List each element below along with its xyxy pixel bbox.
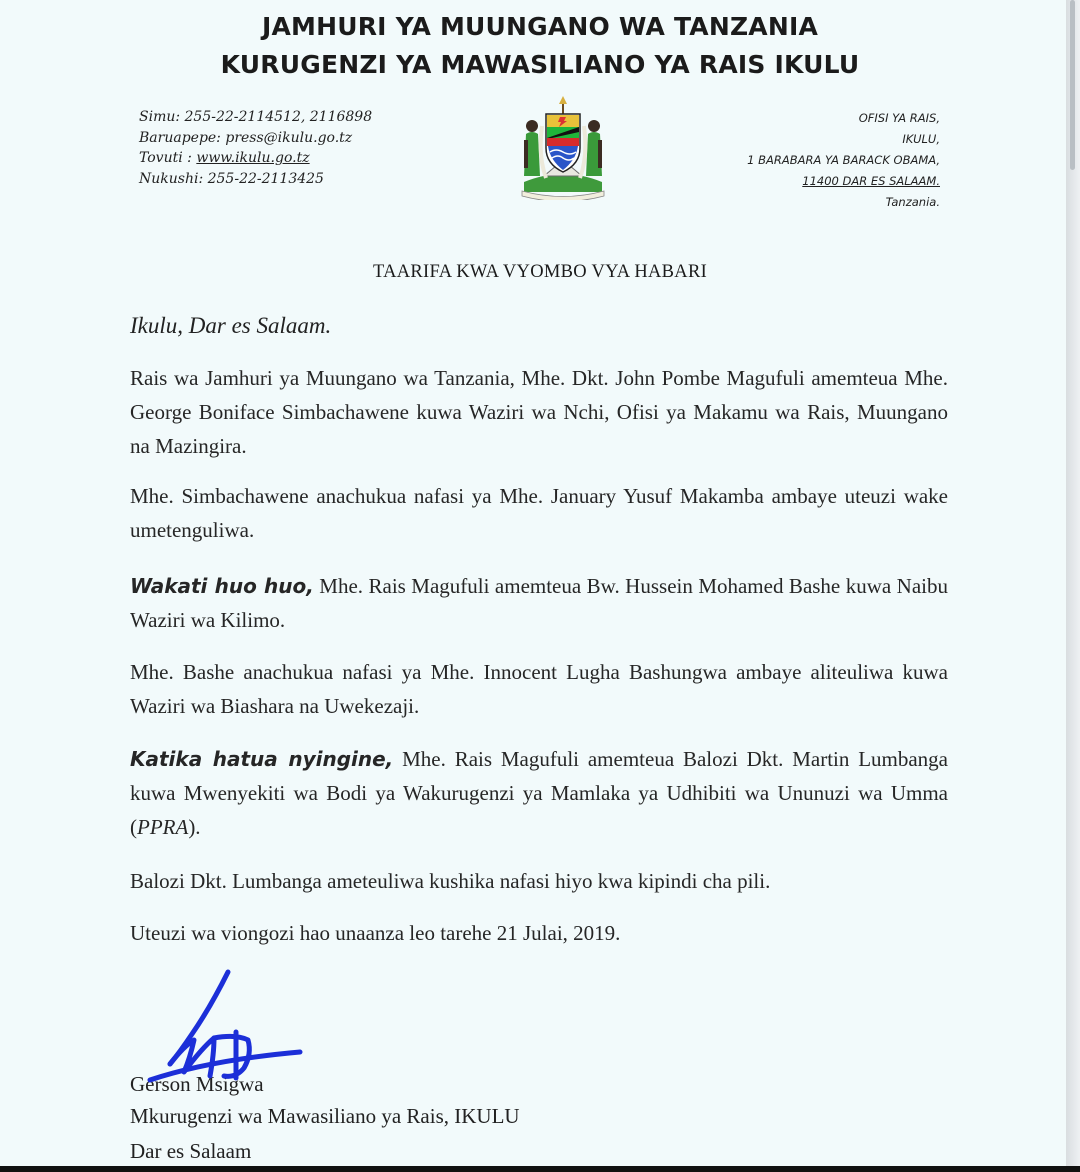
- address-line-4: 11400 DAR ES SALAAM.: [802, 174, 940, 188]
- header-directorate: KURUGENZI YA MAWASILIANO YA RAIS IKULU: [220, 50, 860, 79]
- address-line-2: IKULU,: [902, 132, 940, 146]
- address-line-3: 1 BARABARA YA BARACK OBAMA,: [747, 153, 940, 167]
- contact-phone: Simu: 255-22-2114512, 2116898: [139, 109, 373, 125]
- contact-block: [139, 107, 372, 189]
- contact-website-line: [139, 148, 372, 169]
- scrollbar-thumb[interactable]: [1070, 0, 1075, 170]
- contact-email: Baruapepe: press@ikulu.go.tz: [139, 129, 353, 146]
- tanzania-coat-of-arms-icon: [504, 96, 622, 200]
- paragraph-6: Balozi Dkt. Lumbanga ameteuliwa kushika nafasi hiyo kwa kipindi cha pili.: [130, 869, 771, 893]
- header-republic: JAMHURI YA MUUNGANO WA TANZANIA: [261, 12, 819, 41]
- paragraph-7: Uteuzi wa viongozi hao unaanza leo tarehe 21 Julai, 2019.: [130, 921, 621, 945]
- signatory-place: Dar es Salaam: [130, 1139, 252, 1163]
- paragraph-3-text: Mhe. Rais Magufuli amemteua Bw. Hussein Mohamed Bashe kuwa Naibu Waziri wa Kilimo.: [130, 574, 948, 632]
- document-place: Ikulu, Dar es Salaam.: [130, 313, 332, 338]
- paragraph-5: [130, 742, 948, 844]
- contact-fax: Nukushi: 255-22-2113425: [139, 170, 324, 187]
- paragraph-4: Mhe. Bashe anachukua nafasi ya Mhe. Innocent Lugha Bashungwa ambaye aliteuliwa kuwa Waziri wa Biashara na Uwekezaji.: [130, 660, 948, 718]
- paragraph-5-lead: Katika hatua nyingine,: [130, 747, 394, 771]
- document-title: TAARIFA KWA VYOMBO VYA HABARI: [372, 262, 708, 282]
- handwritten-signature: [140, 968, 310, 1098]
- address-block: [747, 108, 940, 213]
- signatory-name: Gerson Msigwa: [130, 1072, 264, 1096]
- contact-website-link[interactable]: www.ikulu.go.tz: [196, 150, 310, 166]
- address-line-5: Tanzania.: [885, 195, 940, 209]
- signatory-title: Mkurugenzi wa Mawasiliano ya Rais, IKULU: [130, 1104, 520, 1128]
- paragraph-5-end: ).: [188, 815, 201, 839]
- paragraph-5-text: Mhe. Rais Magufuli amemteua Balozi Dkt. Martin Lumbanga kuwa Mwenyekiti wa Bodi ya Wakurugenzi ya Mamlaka ya Udhibiti wa Ununuzi wa Umma (: [130, 747, 949, 839]
- paragraph-3: [130, 569, 948, 637]
- paragraph-1: Rais wa Jamhuri ya Muungano wa Tanzania, Mhe. Dkt. John Pombe Magufuli amemteua Mhe. George Boniface Simbachawene kuwa Waziri wa Nchi, Ofisi ya Makamu wa Rais, Muungano na Mazingira.: [130, 366, 948, 458]
- screen-edge: [1066, 0, 1080, 1172]
- paragraph-5-abbr: PPRA: [137, 815, 189, 839]
- paragraph-2: Mhe. Simbachawene anachukua nafasi ya Mhe. January Yusuf Makamba ambaye uteuzi wake umetenguliwa.: [130, 484, 948, 542]
- contact-website-label: Tovuti :: [139, 150, 192, 166]
- bottom-bar: [0, 1166, 1080, 1172]
- paragraph-3-lead: Wakati huo huo,: [130, 574, 314, 598]
- address-line-1: OFISI YA RAIS,: [858, 111, 940, 125]
